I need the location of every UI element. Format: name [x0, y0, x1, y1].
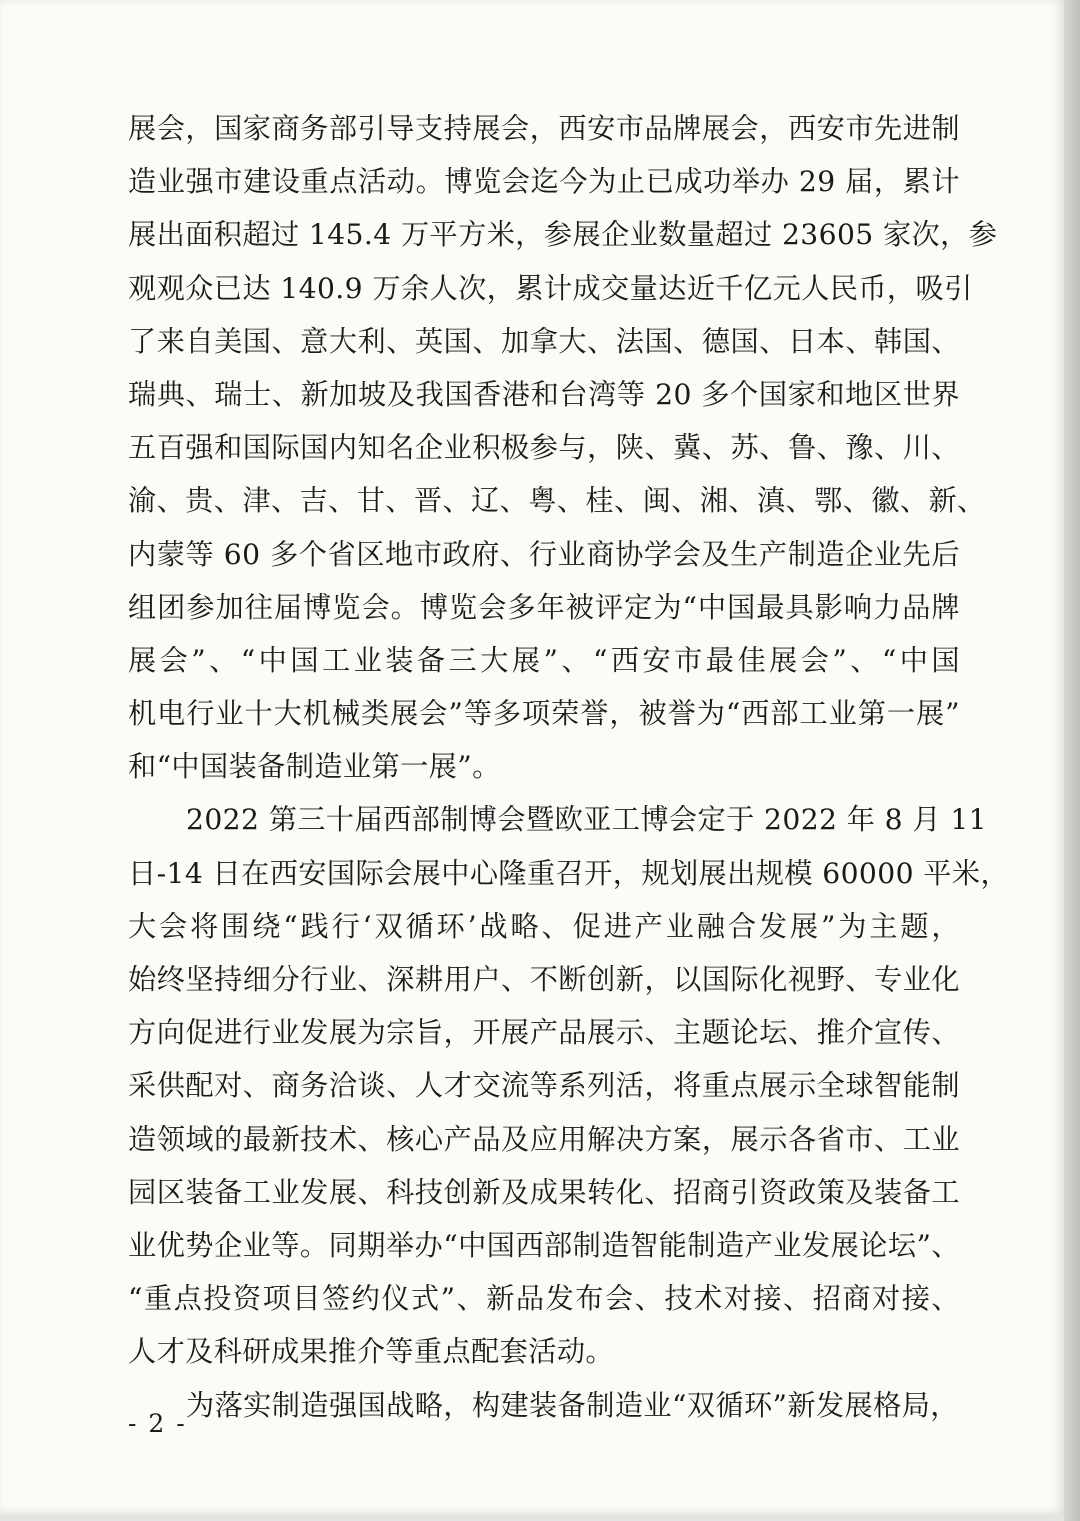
text-line: 业优势企业等。同期举办“中国西部制造智能制造产业发展论坛”、 — [128, 1228, 960, 1262]
text-line: 了来自美国、意大利、英国、加拿大、法国、德国、日本、韩国、 — [128, 324, 960, 358]
text-line: “重点投资项目签约仪式”、新品发布会、技术对接、招商对接、 — [128, 1282, 960, 1316]
text-line: 观观众已达 140.9 万余人次，累计成交量达近千亿元人民币，吸引 — [128, 271, 973, 305]
scan-edge-shadow — [1064, 0, 1080, 1521]
text-line: 园区装备工业发展、科技创新及成果转化、招商引资政策及装备工 — [128, 1175, 960, 1209]
text-line: 人才及科研成果推介等重点配套活动。 — [128, 1335, 614, 1369]
text-line: 和“中国装备制造业第一展”。 — [128, 750, 501, 784]
text-line: 大会将围绕“践行‘双循环’战略、促进产业融合发展”为主题， — [128, 909, 960, 943]
text-line: 机电行业十大机械类展会”等多项荣誉，被誉为“西部工业第一展” — [128, 697, 960, 731]
text-line: 日-14 日在西安国际会展中心隆重召开，规划展出规模 60000 平米， — [128, 856, 1010, 890]
text-line: 瑞典、瑞士、新加坡及我国香港和台湾等 20 多个国家和地区世界 — [128, 377, 960, 411]
text-line: 为落实制造强国战略，构建装备制造业“双循环”新发展格局， — [186, 1388, 959, 1422]
text-line: 内蒙等 60 多个省区地市政府、行业商协学会及生产制造企业先后 — [128, 537, 960, 571]
text-line: 渝、贵、津、吉、甘、晋、辽、粤、桂、闽、湘、滇、鄂、徽、新、 — [128, 484, 986, 518]
text-line: 2022 第三十届西部制博会暨欧亚工博会定于 2022 年 8 月 11 — [186, 803, 987, 837]
text-line: 展出面积超过 145.4 万平方米，参展企业数量超过 23605 家次，参 — [128, 218, 998, 252]
text-line: 采供配对、商务洽谈、人才交流等系列活，将重点展示全球智能制 — [128, 1069, 960, 1103]
text-line: 组团参加往届博览会。博览会多年被评定为“中国最具影响力品牌 — [128, 590, 960, 624]
text-line: 五百强和国际国内知名企业积极参与，陕、冀、苏、鲁、豫、川、 — [128, 431, 960, 465]
text-line: 展会，国家商务部引导支持展会，西安市品牌展会，西安市先进制 — [128, 112, 960, 145]
text-line: 造领域的最新技术、核心产品及应用解决方案，展示各省市、工业 — [128, 1122, 960, 1156]
text-line: 方向促进行业发展为宗旨，开展产品展示、主题论坛、推介宣传、 — [128, 1016, 960, 1050]
document-body — [128, 102, 1010, 1432]
text-line: 始终坚持细分行业、深耕用户、不断创新，以国际化视野、专业化 — [128, 963, 960, 996]
text-line: 展会”、“中国工业装备三大展”、“西安市最佳展会”、“中国 — [128, 643, 960, 677]
page-number: - 2 - — [128, 1409, 187, 1438]
text-line: 造业强市建设重点活动。博览会迄今为止已成功举办 29 届，累计 — [128, 165, 960, 199]
